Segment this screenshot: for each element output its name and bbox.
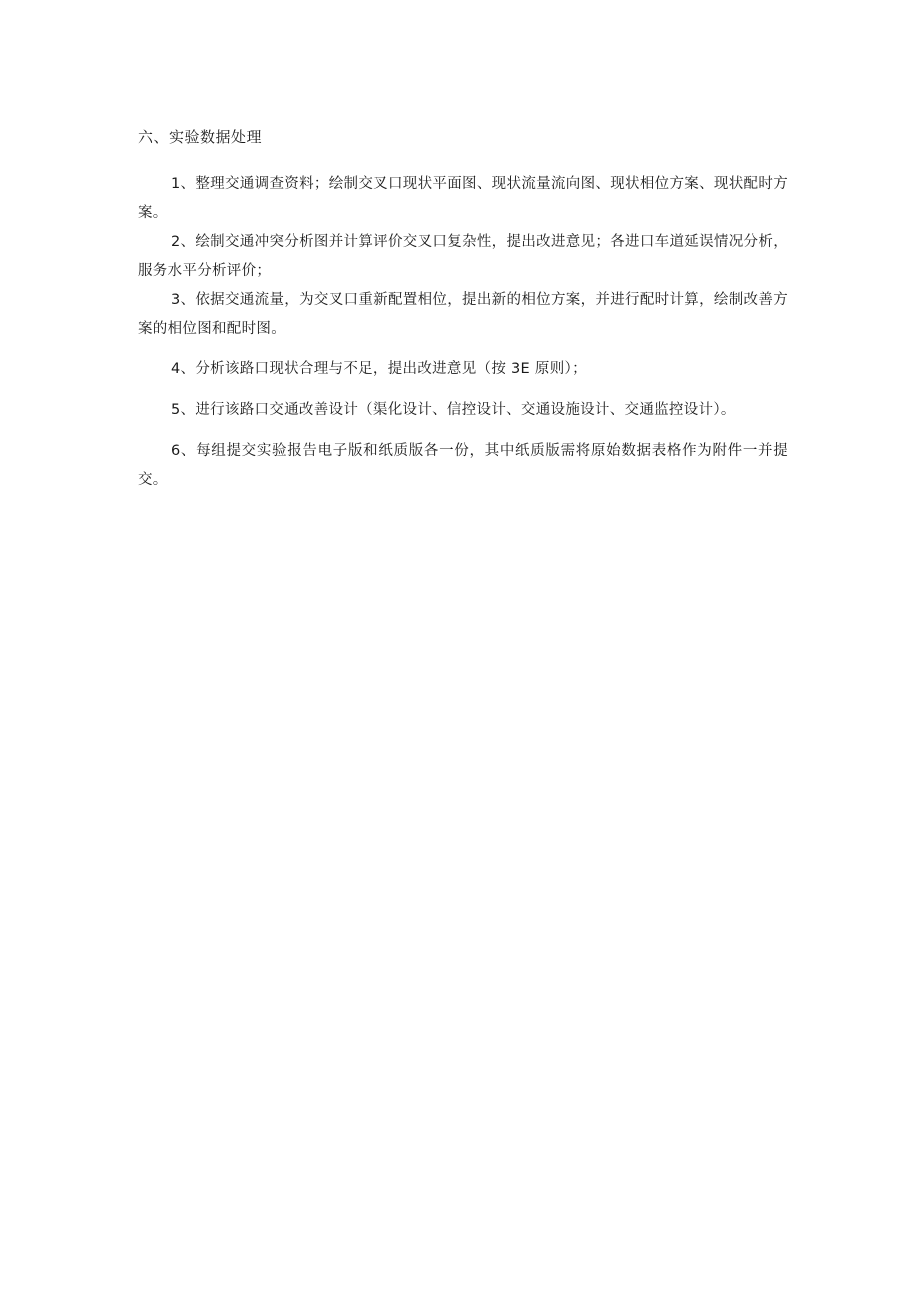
section-title: 六、实验数据处理 [138,128,263,146]
list-item-1: 1、整理交通调查资料；绘制交叉口现状平面图、现状流量流向图、现状相位方案、现状配时方案。 [138,176,788,221]
list-item-4: 4、分析该路口现状合理与不足，提出改进意见（按 3E 原则）； [171,361,587,377]
list-item-6: 6、每组提交实验报告电子版和纸质版各一份，其中纸质版需将原始数据表格作为附件一并提交。 [138,443,788,488]
document-body [138,124,788,495]
list-item-5: 5、进行该路口交通改善设计（渠化设计、信控设计、交通设施设计、交通监控设计）。 [171,402,736,418]
list-item-3: 3、依据交通流量，为交叉口重新配置相位，提出新的相位方案，并进行配时计算，绘制改善方案的相位图和配时图。 [138,292,788,337]
list-item-2: 2、绘制交通冲突分析图并计算评价交叉口复杂性，提出改进意见；各进口车道延误情况分析，服务水平分析评价； [138,234,788,279]
